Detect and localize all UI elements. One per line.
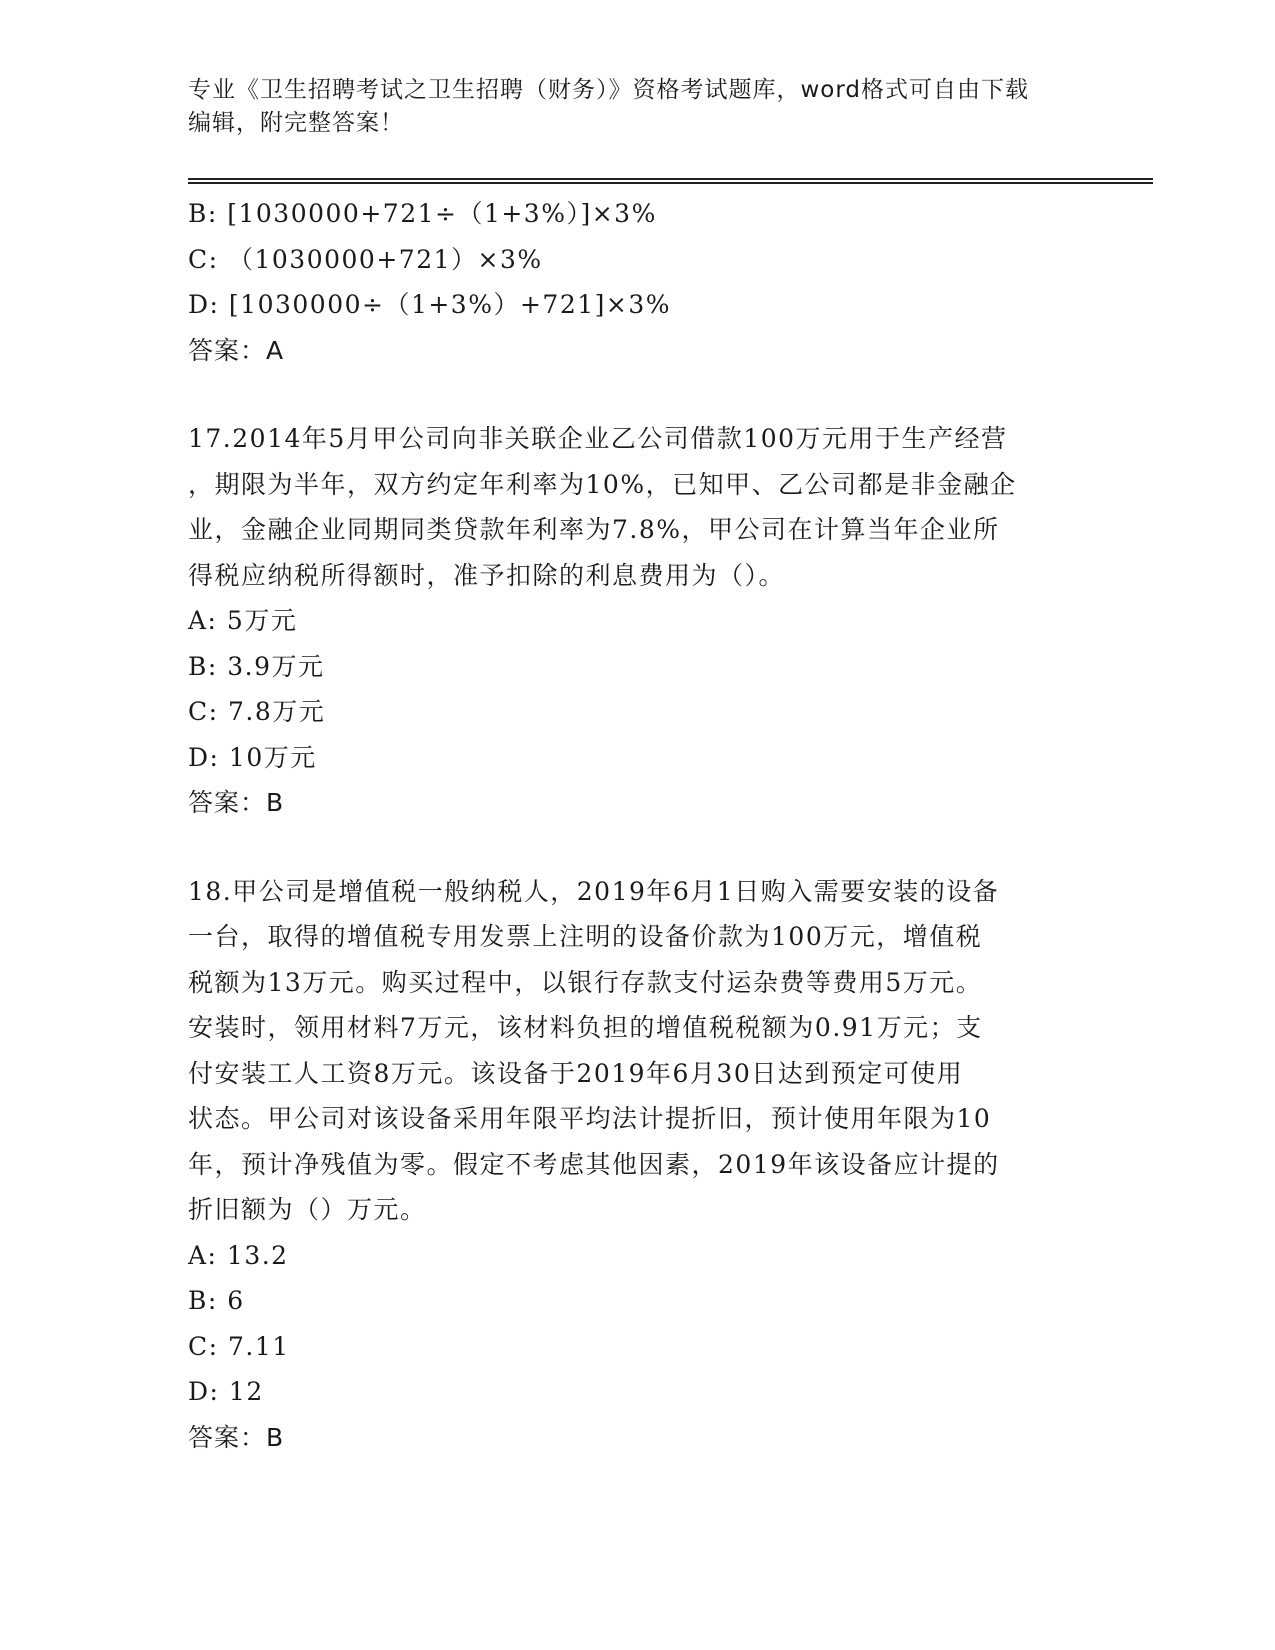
option-d: D: 10万元 (188, 742, 317, 772)
header-line-1: 专业《卫生招聘考试之卫生招聘（财务）》资格考试题库，word格式可自由下载 (188, 77, 1030, 103)
stem-line: 业，金融企业同期同类贷款年利率为7.8%，甲公司在计算当年企业所 (188, 515, 1000, 544)
option-c: C: （1030000+721）×3% (188, 244, 543, 274)
question-17 (188, 416, 1088, 826)
header-line-2: 编辑，附完整答案！ (188, 110, 404, 136)
option-b: B: [1030000+721÷（1+3%）]×3% (188, 199, 657, 228)
question-stem (188, 416, 1088, 598)
stem-line: 付安装工人工资8万元。该设备于2019年6月30日达到预定可使用 (188, 1058, 964, 1088)
option-b: B: 3.9万元 (188, 651, 325, 681)
question-stem (188, 869, 1088, 1233)
stem-line: 状态。甲公司对该设备采用年限平均法计提折旧，预计使用年限为10 (188, 1104, 992, 1133)
stem-line: 折旧额为（）万元。 (188, 1195, 427, 1224)
stem-line: 17.2014年5月甲公司向非关联企业乙公司借款100万元用于生产经营 (188, 424, 1008, 453)
option-a: A: 13.2 (188, 1240, 289, 1270)
page-header (188, 74, 1088, 140)
question-18 (188, 869, 1088, 1461)
stem-line: 18.甲公司是增值税一般纳税人，2019年6月1日购入需要安装的设备 (188, 876, 1000, 906)
answer-line: 答案：A (188, 335, 285, 365)
option-a: A: 5万元 (188, 606, 298, 635)
stem-line: 税额为13万元。购买过程中，以银行存款支付运杂费等费用5万元。 (188, 967, 983, 997)
answer-line: 答案：B (188, 788, 285, 817)
option-c: C: 7.11 (188, 1331, 290, 1361)
answer-line: 答案：B (188, 1422, 285, 1452)
option-d: D: [1030000÷（1+3%）+721]×3% (188, 290, 671, 319)
header-divider (188, 178, 1153, 184)
previous-question-tail (188, 191, 1088, 373)
option-b: B: 6 (188, 1286, 245, 1315)
stem-line: 年，预计净残值为零。假定不考虑其他因素，2019年该设备应计提的 (188, 1149, 1000, 1179)
stem-line: ，期限为半年，双方约定年利率为10%，已知甲、乙公司都是非金融企 (188, 469, 1017, 499)
option-c: C: 7.8万元 (188, 697, 326, 726)
stem-line: 一台，取得的增值税专用发票上注明的设备价款为100万元，增值税 (188, 922, 983, 951)
option-d: D: 12 (188, 1377, 264, 1406)
stem-line: 安装时，领用材料7万元，该材料负担的增值税税额为0.91万元；支 (188, 1013, 983, 1042)
document-body (188, 191, 1088, 1460)
stem-line: 得税应纳税所得额时，准予扣除的利息费用为（）。 (188, 560, 786, 590)
